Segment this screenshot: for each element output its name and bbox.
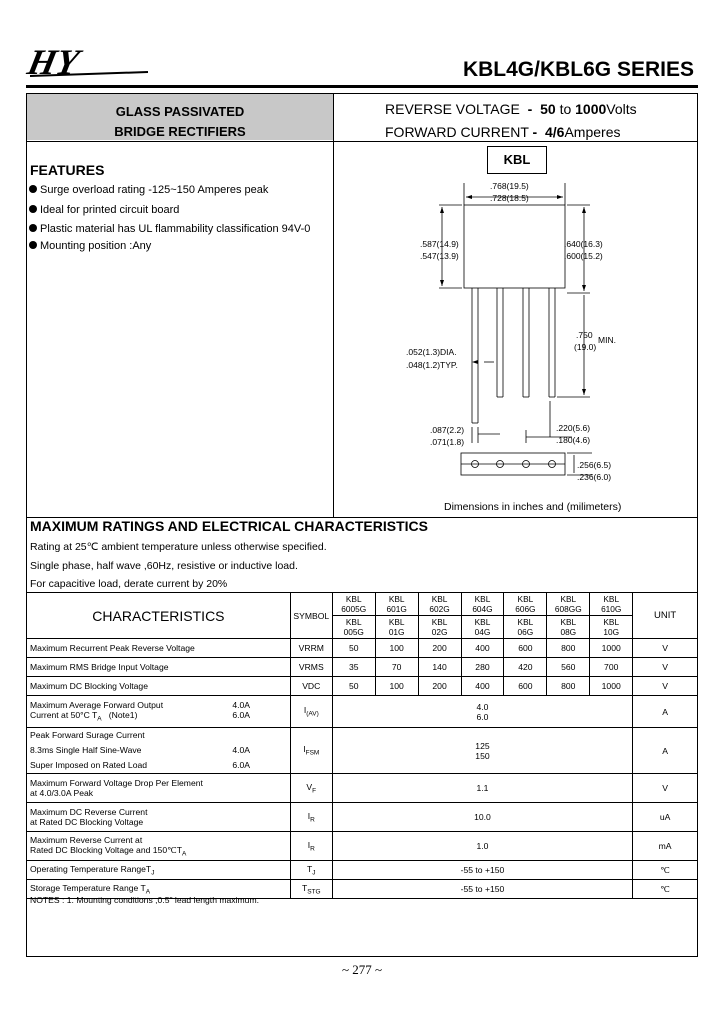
dim-pitch-max: .220(5.6) bbox=[556, 423, 591, 433]
dim-thickness-max: .256(6.5) bbox=[577, 460, 612, 470]
reverse-voltage-spec: REVERSE VOLTAGE - 50 to 1000Volts bbox=[385, 101, 637, 117]
part-header: KBL 602G bbox=[418, 593, 461, 616]
table-row: Maximum DC Reverse Current at Rated DC Blocking Voltage $I_R$ 10.0 uA bbox=[27, 803, 698, 832]
bullet-icon bbox=[29, 224, 37, 232]
part-header: KBL 604G bbox=[461, 593, 504, 616]
table-row: Maximum RMS Bridge Input Voltage VRMS 35 70 140 280 420 560 700 V bbox=[27, 658, 698, 677]
part-header: KBL 01G bbox=[375, 616, 418, 639]
dim-pitch-min: .180(4.6) bbox=[556, 435, 591, 445]
part-header: KBL 02G bbox=[418, 616, 461, 639]
svg-text:HY: HY bbox=[24, 42, 83, 82]
page-number: ~ 277 ~ bbox=[341, 962, 383, 977]
product-type-line1: GLASS PASSIVATED bbox=[115, 104, 245, 119]
dimensions-caption: Dimensions in inches and (milimeters) bbox=[444, 501, 622, 513]
part-header: KBL 10G bbox=[590, 616, 633, 639]
rating-note: Single phase, half wave ,60Hz, resistive or inductive load. bbox=[30, 560, 298, 572]
dim-lead-length-suffix: MIN. bbox=[598, 335, 616, 345]
dim-right-height-max: .640(16.3) bbox=[564, 239, 603, 249]
hy-logo bbox=[24, 42, 150, 82]
feature-item: Plastic material has UL flammability classification 94V-0 bbox=[29, 223, 310, 235]
package-outline-drawing bbox=[334, 175, 697, 495]
table-row: Maximum Reverse Current at Rated DC Blocking Voltage and $150℃T_A$ $I_R$ 1.0 mA bbox=[27, 832, 698, 861]
header-row-top bbox=[27, 593, 698, 616]
part-header: KBL 606G bbox=[504, 593, 547, 616]
characteristics-table bbox=[26, 592, 698, 899]
symbol-header: SYMBOL bbox=[290, 593, 332, 639]
notes: NOTES : 1. Mounting conditions ,0.5" lead length maximum. bbox=[30, 895, 259, 905]
part-header: KBL 005G bbox=[332, 616, 375, 639]
part-header: KBL 610G bbox=[590, 593, 633, 616]
table-row: Maximum Average Forward Output 4.0A Current at 50°C $T_A$ (Note1) 6.0A $I_{(AV)}$ 4.0 6.0 A bbox=[27, 696, 698, 728]
rating-note: For capacitive load, derate current by 20% bbox=[30, 578, 228, 590]
table-row: Maximum Recurrent Peak Reverse Voltage VRRM 50 100 200 400 600 800 1000 V bbox=[27, 639, 698, 658]
bullet-icon bbox=[29, 205, 37, 213]
feature-item: Surge overload rating -125~150 Amperes peak bbox=[29, 184, 268, 196]
bullet-icon bbox=[29, 241, 37, 249]
table-row: Maximum Forward Voltage Drop Per Element at 4.0/3.0A Peak $V_F$ 1.1 V bbox=[27, 774, 698, 803]
dim-thickness-min: .236(6.0) bbox=[577, 472, 612, 482]
part-header: KBL 601G bbox=[375, 593, 418, 616]
dim-width-min: .728(18.5) bbox=[490, 193, 529, 203]
rating-note: Rating at 25℃ ambient temperature unless otherwise specified. bbox=[30, 541, 327, 553]
banner-divider bbox=[26, 141, 698, 142]
features-title: FEATURES bbox=[30, 162, 105, 178]
dim-body-height-max: .587(14.9) bbox=[420, 239, 459, 249]
dim-right-height-min: .600(15.2) bbox=[564, 251, 603, 261]
dim-pitch-small-min: .071(1.8) bbox=[430, 437, 465, 447]
table-row: Operating Temperature RangeT$_J$ $T_J$ -55 to +150 ℃ bbox=[27, 861, 698, 880]
dim-lead-length: .750 bbox=[576, 330, 593, 340]
series-title: KBL4G/KBL6G SERIES bbox=[462, 58, 694, 81]
bullet-icon bbox=[29, 185, 37, 193]
package-name: KBL bbox=[487, 146, 547, 174]
product-type-line2: BRIDGE RECTIFIERS bbox=[114, 124, 246, 139]
table-row: Peak Forward Surage Current 8.3ms Single Half Sine-Wave 4.0A Super Imposed on Rated Load 6.0A $I_{FSM}$ 125 150 A bbox=[27, 728, 698, 774]
part-header: KBL 06G bbox=[504, 616, 547, 639]
table-row: Maximum DC Blocking Voltage VDC 50 100 200 400 600 800 1000 V bbox=[27, 677, 698, 696]
feature-item: Ideal for printed circuit board bbox=[29, 204, 179, 216]
part-header: KBL 6005G bbox=[332, 593, 375, 616]
part-header: KBL 04G bbox=[461, 616, 504, 639]
part-header: KBL 08G bbox=[547, 616, 590, 639]
dim-pitch-small-max: .087(2.2) bbox=[430, 425, 465, 435]
forward-current-spec: FORWARD CURRENT - 4/6Amperes bbox=[385, 124, 621, 140]
header-rule bbox=[26, 85, 698, 88]
table-row: Storage Temperature Range $T_A$ $T_{STG}$ -55 to +150 ℃ bbox=[27, 880, 698, 899]
ratings-title: MAXIMUM RATINGS AND ELECTRICAL CHARACTERISTICS bbox=[30, 518, 428, 534]
dim-lead-dia-min: .048(1.2)TYP. bbox=[406, 360, 458, 370]
dim-body-height-min: .547(13.9) bbox=[420, 251, 459, 261]
dim-lead-dia-max: .052(1.3)DIA. bbox=[406, 347, 457, 357]
dim-lead-length-mm: (19.0) bbox=[574, 342, 597, 352]
dim-width-max: .768(19.5) bbox=[490, 181, 529, 191]
unit-header: UNIT bbox=[633, 593, 698, 639]
part-header: KBL 608GG bbox=[547, 593, 590, 616]
feature-item: Mounting position :Any bbox=[29, 240, 151, 252]
characteristics-header: CHARACTERISTICS bbox=[27, 593, 291, 639]
